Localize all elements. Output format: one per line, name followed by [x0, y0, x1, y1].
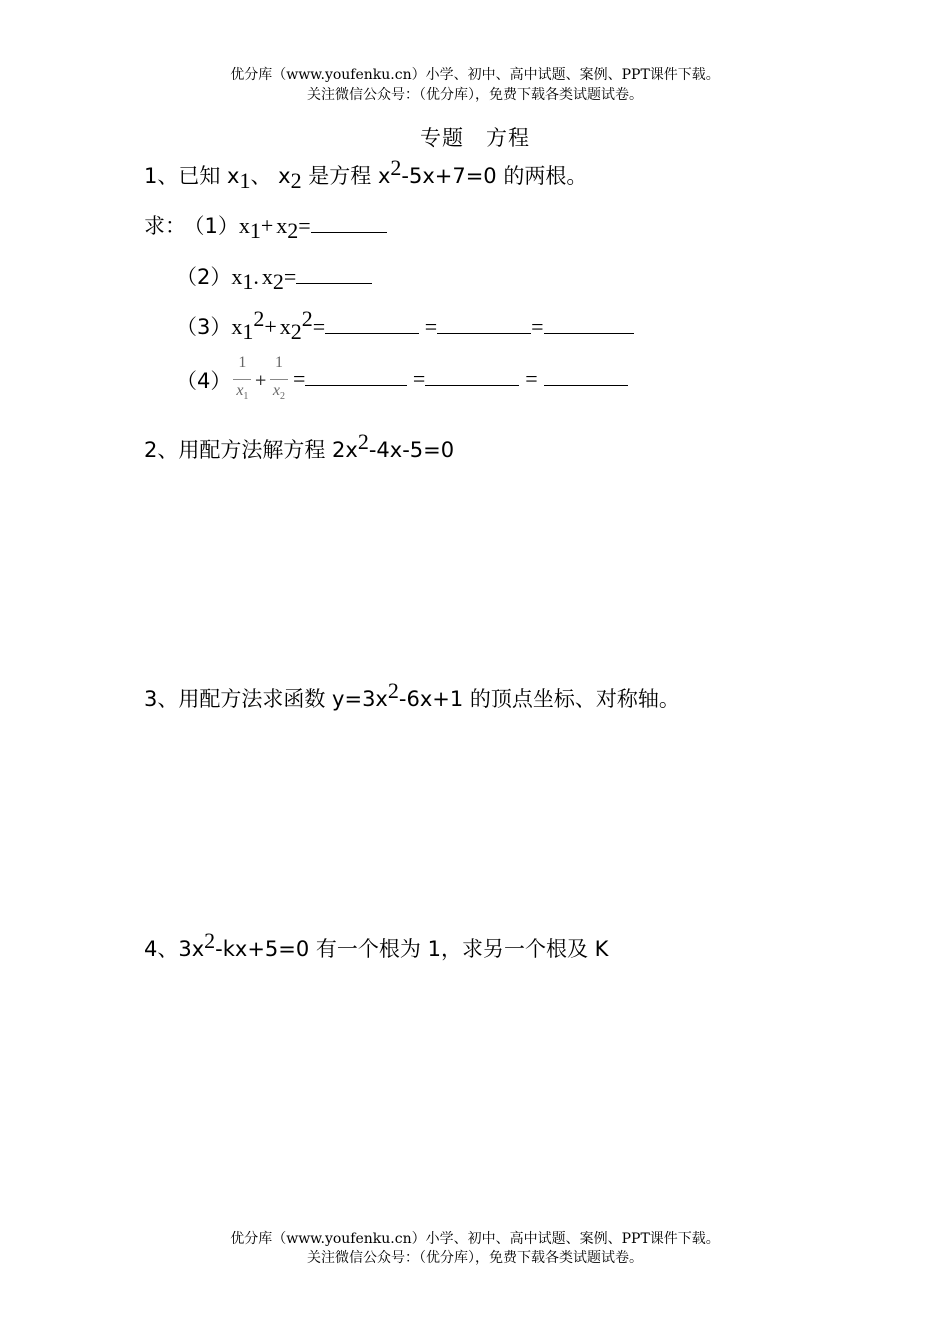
answer-blank[interactable]	[296, 263, 372, 284]
question-1-part-4: （4） $\frac{1}{x_1}$ + $\frac{1}{x_2}$ = = =	[176, 352, 628, 408]
question-1-number: 1、	[144, 164, 179, 188]
part-4-label: （4）	[176, 369, 232, 393]
header-line-1: 优分库（www.youfenku.cn）小学、初中、高中试题、案例、PPT课件下载。	[230, 67, 720, 83]
question-1-text-a: 已知 x	[178, 164, 240, 188]
part-3-label: （3）	[176, 315, 232, 339]
question-3: 3、用配方法求函数 $y=3x^2-6x+1$ 的顶点坐标、对称轴。	[144, 678, 680, 711]
answer-blank[interactable]	[425, 365, 519, 386]
question-3-number: 3、	[144, 687, 179, 711]
question-1-part-3: $(3)x_1^2+ x_2^2=$ = =	[176, 311, 634, 341]
fraction-1-over-x1: $\frac{1}{x_1}$	[231, 352, 253, 408]
part-2-label: （2）	[176, 265, 232, 289]
question-1-text-c: 是方程 x	[301, 164, 391, 188]
fraction-1-over-x2: $\frac{1}{x_2}$	[268, 352, 290, 408]
ask-label: 求：	[144, 214, 186, 238]
footer-line-1: 优分库（www.youfenku.cn）小学、初中、高中试题、案例、PPT课件下载。	[230, 1231, 720, 1247]
question-4-number: 4、	[144, 937, 179, 961]
question-1-text-d: -5x+7=0 的两根。	[401, 164, 588, 188]
page-title: 专题 方程	[420, 126, 530, 150]
question-4: 4、$3x^2-kx+5=0$ 有一个根为 1，求另一个根及 K	[144, 928, 609, 961]
question-2: 2、用配方法解方程 $2x^2-4x-5=0$	[144, 429, 455, 462]
footer-line-2: 关注微信公众号：（优分库），免费下载各类试题试卷。	[307, 1250, 643, 1266]
question-1-part-1: 求： $(1)x_1+ x_2=$	[144, 210, 387, 240]
question-1: 1、已知 $x_1$、 $x_2$ 是方程 $x^2-5x+7=0$ 的两根。	[144, 155, 588, 194]
header-line-2: 关注微信公众号：（优分库），免费下载各类试题试卷。	[307, 87, 643, 103]
question-1-part-2: $(2)x_1$. $x_2=$	[176, 261, 372, 291]
answer-blank[interactable]	[325, 313, 419, 334]
question-2-number: 2、	[144, 438, 179, 462]
answer-blank[interactable]	[544, 313, 634, 334]
question-1-text-b: 、 x	[250, 164, 291, 188]
answer-blank[interactable]	[544, 365, 628, 386]
answer-blank[interactable]	[311, 212, 387, 233]
answer-blank[interactable]	[437, 313, 531, 334]
part-1-label: （1）	[194, 214, 239, 238]
answer-blank[interactable]	[305, 365, 407, 386]
